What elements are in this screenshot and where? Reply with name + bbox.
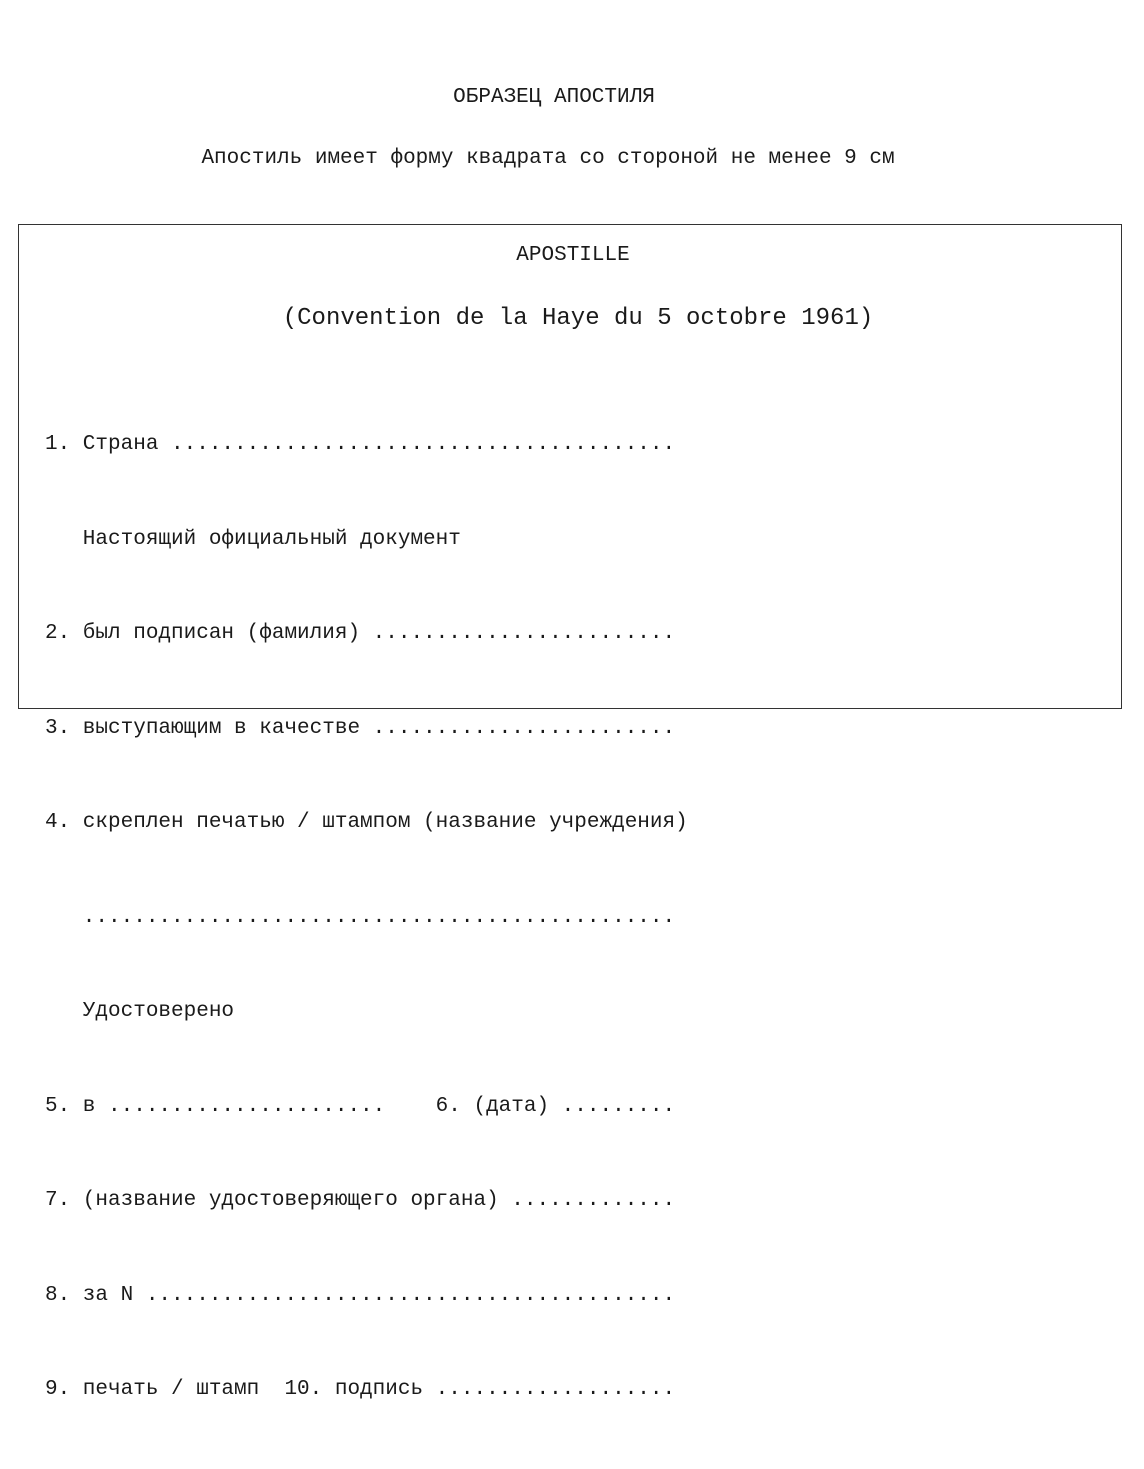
field-line-certified: Удостоверено bbox=[45, 1000, 235, 1023]
field-line-seal-continuation: ............................................... bbox=[45, 905, 676, 929]
field-line-authority: 7. (название удостоверяющего органа) ............. bbox=[45, 1189, 676, 1212]
apostille-fields bbox=[45, 366, 688, 1469]
field-line-country: 1. Страна ........................................ bbox=[45, 433, 676, 456]
field-line-capacity: 3. выступающим в качестве ........................ bbox=[45, 716, 676, 740]
field-line-seal: 4. скреплен печатью / штампом (название учреждения) bbox=[45, 811, 688, 834]
convention-line: (Convention de la Haye du 5 octobre 1961) bbox=[282, 305, 874, 332]
apostille-box bbox=[18, 224, 1122, 1401]
field-line-signed-by: 2. был подписан (фамилия) ........................ bbox=[45, 622, 676, 645]
field-line-number: 8. за N .......................................... bbox=[45, 1283, 676, 1307]
apostille-heading: APOSTILLE bbox=[516, 244, 630, 267]
document-subtitle: Апостиль имеет форму квадрата со стороной не менее 9 см bbox=[201, 147, 895, 170]
field-line-place-date: 5. в ...................... 6. (дата) ......... bbox=[45, 1094, 676, 1118]
field-line-stamp-signature: 9. печать / штамп 10. подпись ................... bbox=[45, 1378, 676, 1401]
document-title: ОБРАЗЕЦ АПОСТИЛЯ bbox=[453, 86, 655, 109]
field-line-document-intro: Настоящий официальный документ bbox=[45, 527, 461, 551]
